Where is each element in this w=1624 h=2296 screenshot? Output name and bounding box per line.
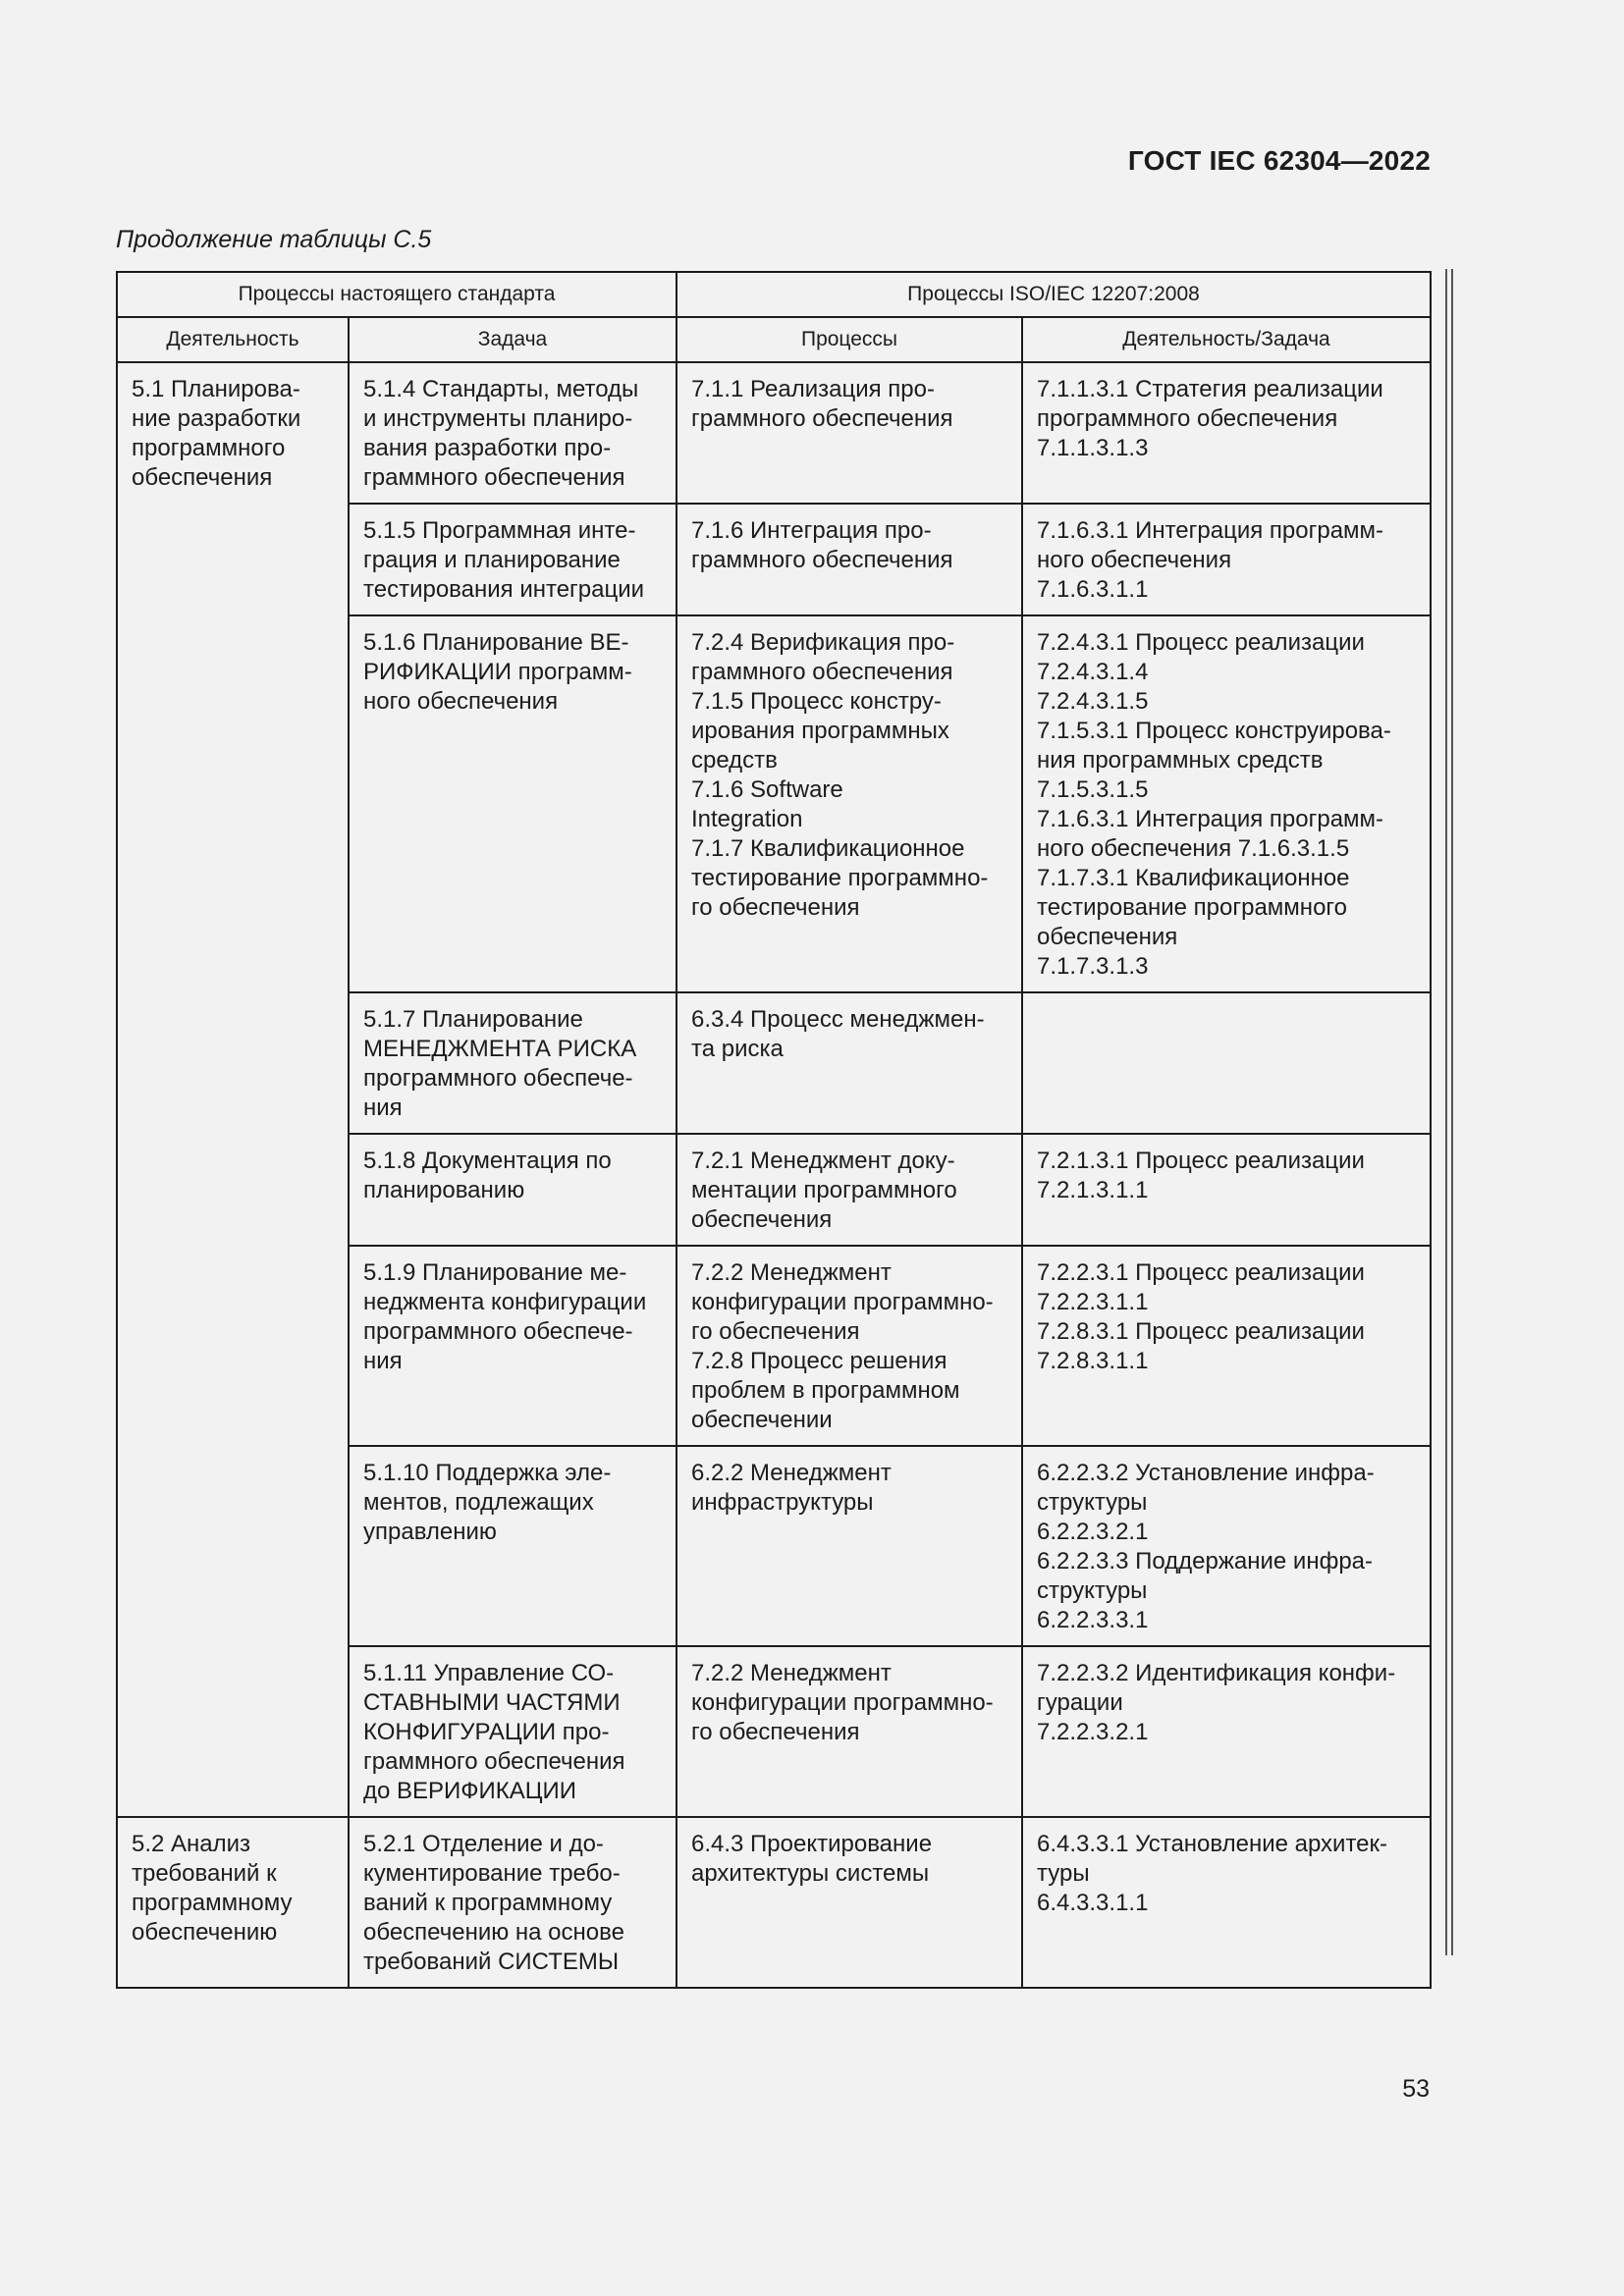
process-cell: 6.4.3 Проектирование архитектуры системы [677, 1817, 1022, 1988]
activity-task-cell: 7.1.1.3.1 Стратегия реализации программного обеспечения 7.1.1.3.1.3 [1022, 362, 1431, 504]
activity-task-cell: 6.2.2.3.2 Установление инфра- структуры 6.2.2.3.2.1 6.2.2.3.3 Поддержание инфра- структуры 6.2.2.3.3.1 [1022, 1446, 1431, 1646]
task-cell: 5.1.11 Управление СО- СТАВНЫМИ ЧАСТЯМИ КОНФИГУРАЦИИ про- граммного обеспечения до ВЕРИФИКАЦИИ [349, 1646, 677, 1817]
page-number: 53 [1402, 2075, 1430, 2103]
activity-task-cell: 7.2.2.3.1 Процесс реализации 7.2.2.3.1.1 7.2.8.3.1 Процесс реализации 7.2.8.3.1.1 [1022, 1246, 1431, 1446]
mapping-table [116, 271, 1432, 1989]
task-cell: 5.1.4 Стандарты, методы и инструменты планиро- вания разработки про- граммного обеспечения [349, 362, 677, 504]
task-cell: 5.1.8 Документация по планированию [349, 1134, 677, 1246]
activity-task-cell: 6.4.3.3.1 Установление архитек- туры 6.4.3.3.1.1 [1022, 1817, 1431, 1988]
task-cell: 5.1.9 Планирование ме- неджмента конфигурации программного обеспече- ния [349, 1246, 677, 1446]
process-cell: 7.2.2 Менеджмент конфигурации программно- го обеспечения 7.2.8 Процесс решения проблем в программном обеспечении [677, 1246, 1022, 1446]
process-cell: 6.2.2 Менеджмент инфраструктуры [677, 1446, 1022, 1646]
process-cell: 7.2.4 Верификация про- граммного обеспечения 7.1.5 Процесс констру- ирования программных средств 7.1.6 Software Integration 7.1.7 Квалификационное тестирование программно- го обеспечения [677, 615, 1022, 992]
group-header-row [117, 272, 1431, 317]
process-cell: 7.2.2 Менеджмент конфигурации программно- го обеспечения [677, 1646, 1022, 1817]
task-cell: 5.1.7 Планирование МЕНЕДЖМЕНТА РИСКА программного обеспече- ния [349, 992, 677, 1134]
task-cell: 5.2.1 Отделение и до- кументирование требо- ваний к программному обеспечению на основе требований СИСТЕМЫ [349, 1817, 677, 1988]
column-header-processes: Процессы [677, 317, 1022, 362]
column-header-task: Задача [349, 317, 677, 362]
activity-task-cell: 7.2.2.3.2 Идентификация конфи- гурации 7.2.2.3.2.1 [1022, 1646, 1431, 1817]
process-cell: 7.2.1 Менеджмент доку- ментации программного обеспечения [677, 1134, 1022, 1246]
activity-task-cell: 7.2.4.3.1 Процесс реализации 7.2.4.3.1.4 7.2.4.3.1.5 7.1.5.3.1 Процесс конструирова- ния программных средств 7.1.5.3.1.5 7.1.6.3.1 Интеграция программ- ного обеспечения 7.1.6.3.1.5 7.1.7.3.1 Квалификационное тестирование программного обеспечения 7.1.7.3.1.3 [1022, 615, 1431, 992]
group-header-iso: Процессы ISO/IEC 12207:2008 [677, 272, 1431, 317]
document-code: ГОСТ IEC 62304—2022 [1127, 145, 1431, 176]
process-cell: 7.1.6 Интеграция про- граммного обеспечения [677, 504, 1022, 615]
task-cell: 5.1.5 Программная инте- грация и планирование тестирования интеграции [349, 504, 677, 615]
task-cell: 5.1.6 Планирование ВЕ- РИФИКАЦИИ программ- ного обеспечения [349, 615, 677, 992]
table-caption: Продолжение таблицы С.5 [116, 226, 432, 253]
column-header-activity: Деятельность [117, 317, 349, 362]
activity-task-cell [1022, 992, 1431, 1134]
margin-rule [1451, 269, 1453, 1955]
process-cell: 6.3.4 Процесс менеджмен- та риска [677, 992, 1022, 1134]
activity-task-cell: 7.1.6.3.1 Интеграция программ- ного обеспечения 7.1.6.3.1.1 [1022, 504, 1431, 615]
table-row [117, 1817, 1431, 1988]
table-row [117, 362, 1431, 504]
activity-cell: 5.2 Анализ требований к программному обеспечению [117, 1817, 349, 1988]
margin-rule [1445, 269, 1447, 1955]
activity-cell: 5.1 Планирова- ние разработки программного обеспечения [117, 362, 349, 1817]
process-cell: 7.1.1 Реализация про- граммного обеспечения [677, 362, 1022, 504]
activity-task-cell: 7.2.1.3.1 Процесс реализации 7.2.1.3.1.1 [1022, 1134, 1431, 1246]
group-header-standard: Процессы настоящего стандарта [117, 272, 677, 317]
task-cell: 5.1.10 Поддержка эле- ментов, подлежащих управлению [349, 1446, 677, 1646]
column-header-row [117, 317, 1431, 362]
column-header-activity-task: Деятельность/Задача [1022, 317, 1431, 362]
